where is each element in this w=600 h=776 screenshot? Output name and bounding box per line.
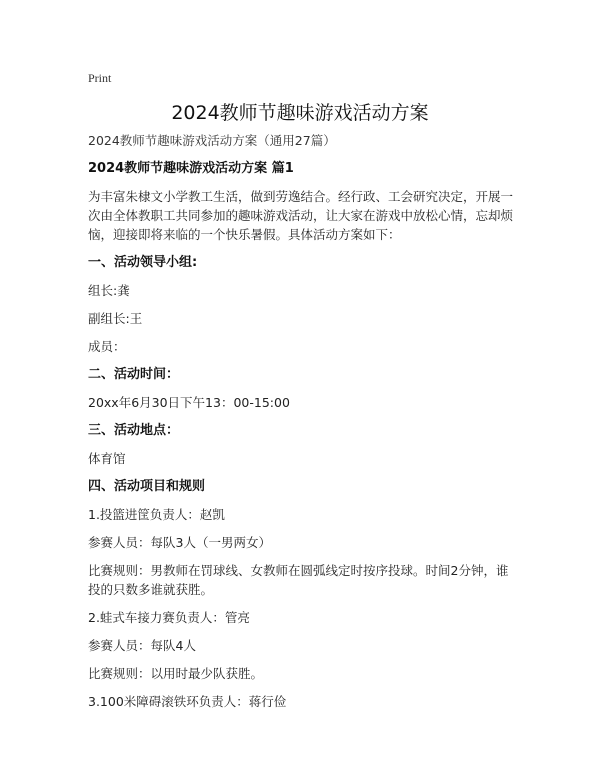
members-line: 成员： — [88, 339, 126, 354]
print-label: Print — [88, 71, 112, 85]
time-line: 20xx年6月30日下午13：00-15:00 — [88, 395, 290, 410]
leader-heading: 一、活动领导小组: — [88, 255, 198, 270]
leader-line: 组长:龚 — [88, 283, 130, 298]
vice-leader-line: 副组长:王 — [88, 311, 143, 326]
item3-title: 3.100米障碍滚铁环负责人：蒋行俭 — [88, 694, 287, 709]
intro-paragraph: 为丰富朱棣文小学教工生活，做到劳逸结合。经行政、工会研究决定，开展一次由全体教职工共同参加的趣味游戏活动，让大家在游戏中放松心情，忘却烦恼，迎接即将来临的一个快乐暑假。具体活动方案如下： — [88, 189, 514, 242]
place-line: 体育馆 — [88, 451, 126, 466]
item1-rules: 比赛规则：男教师在罚球线、女教师在圆弧线定时按序投球。时间2分钟，谁投的只数多谁就获胜。 — [88, 563, 509, 597]
time-heading: 二、活动时间： — [88, 367, 180, 382]
document-body — [88, 131, 520, 720]
item2-title: 2.蛙式车接力赛负责人：管亮 — [88, 610, 250, 625]
item1-participants: 参赛人员：每队3人（一男两女） — [88, 535, 271, 550]
document-subtitle: 2024教师节趣味游戏活动方案（通用27篇） — [88, 133, 336, 148]
place-heading: 三、活动地点： — [88, 423, 180, 438]
items-heading: 四、活动项目和规则 — [88, 479, 206, 494]
item1-title: 1.投篮进筐负责人：赵凯 — [88, 507, 225, 522]
item2-participants: 参赛人员：每队4人 — [88, 638, 196, 653]
section-heading: 2024教师节趣味游戏活动方案 篇1 — [88, 161, 294, 176]
item2-rules: 比赛规则：以用时最少队获胜。 — [88, 666, 264, 681]
document-title: 2024教师节趣味游戏活动方案 — [171, 102, 429, 124]
